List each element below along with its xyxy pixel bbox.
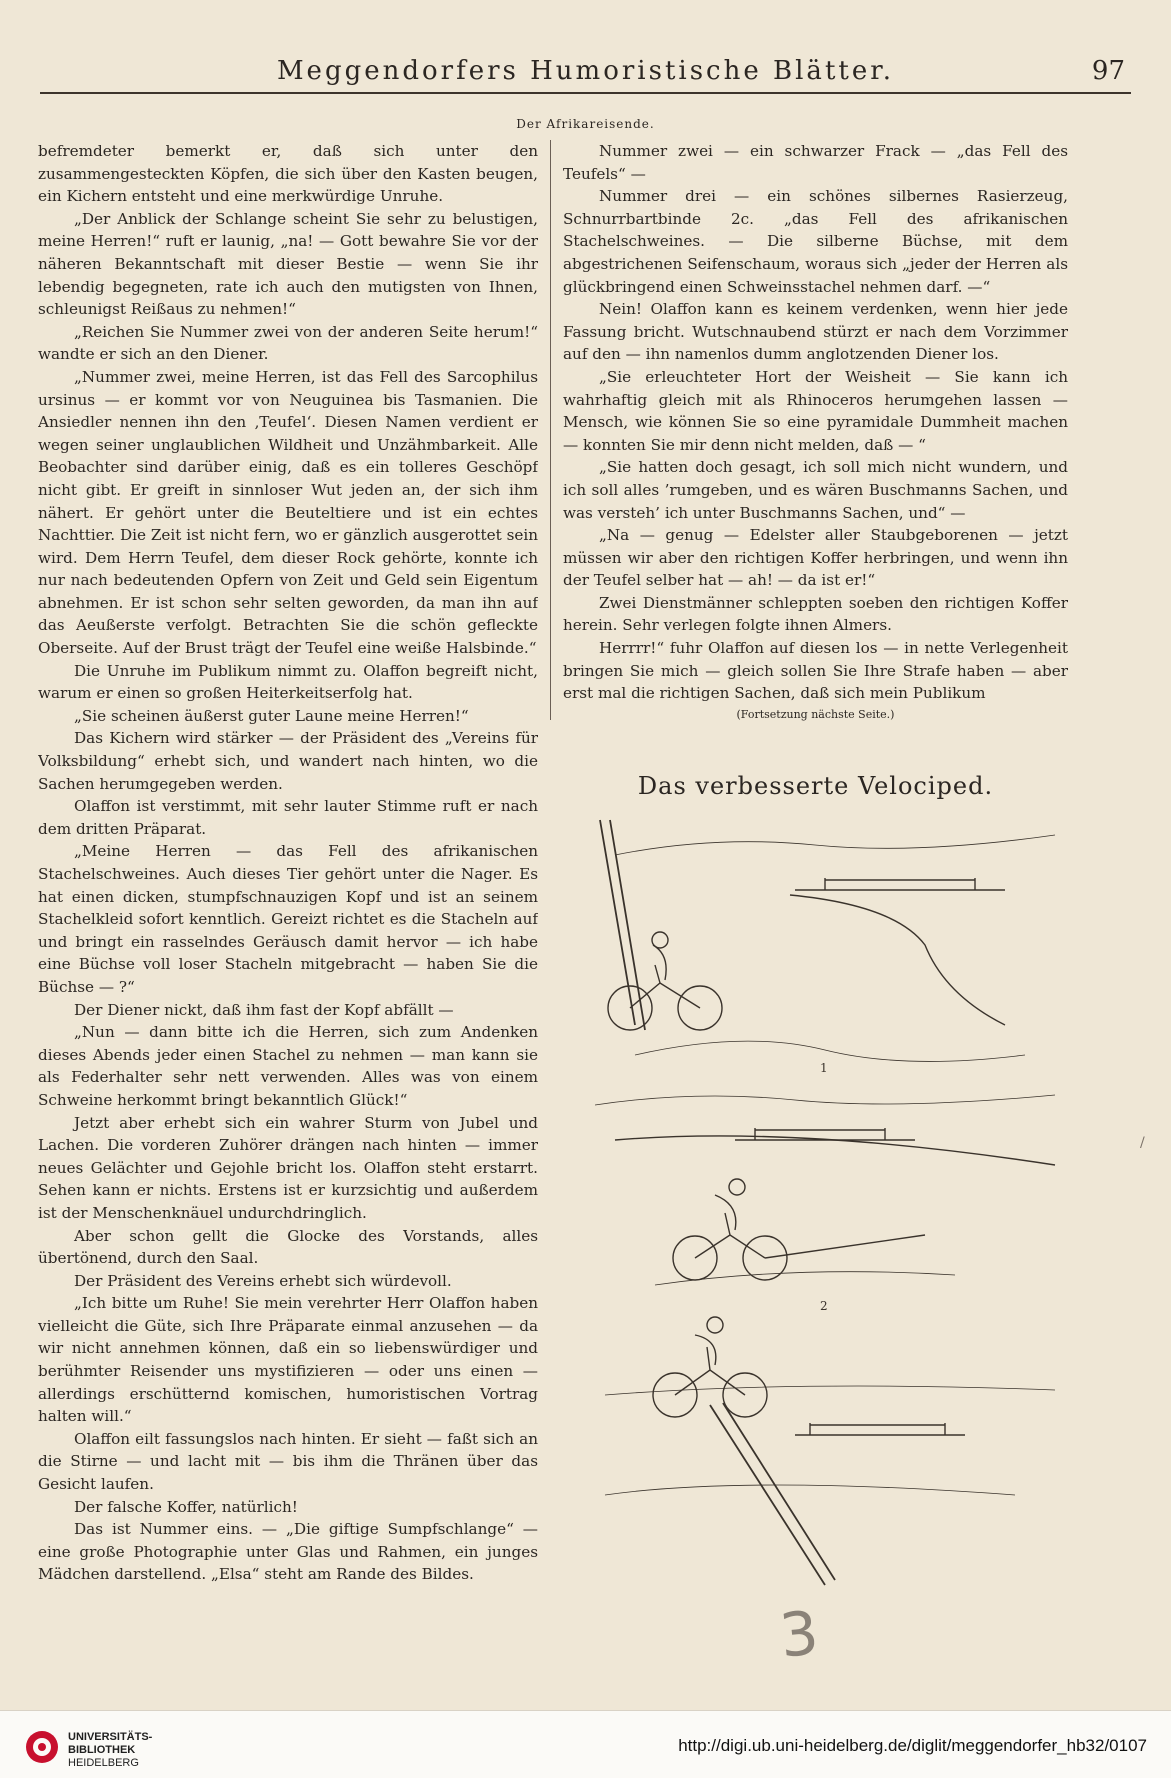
- paragraph: Aber schon gellt die Glocke des Vorstands, alles übertönend, durch den Saal.: [38, 1226, 538, 1268]
- library-name: UNIVERSITÄTS- BIBLIOTHEK HEIDELBERG: [68, 1731, 153, 1769]
- panel-1-drawing: [600, 820, 1055, 1061]
- paragraph: Das Kichern wird stärker — der Präsident des „Vereins für Volksbildung“ erhebt sich, und wandert nach hinten, wo die Sachen herumgegeben werden.: [38, 729, 538, 793]
- paragraph: „Nummer zwei, meine Herren, ist das Fell des Sarcophilus ursinus — er kommt vor von Neuguinea bis Tasmanien. Die Ansiedler nennen ihn den ‚Teufel‘. Diesen Namen verdient er wegen seiner unglaublichen Wildheit und Unzähmbarkeit. Alle Beobachter sind darüber einig, daß es ein tolleres Geschöpf nicht gibt. Er greift in sinnloser Wut jeden an, der sich ihm nähert. Er gehört unter die Beuteltiere und ist ein echtes Nachttier. Die Zeit ist nicht fern, wo er gänzlich ausgerottet sein wird. Dem Herrn Teufel, dem dieser Rock gehörte, konnte ich nur nach bedeutenden Opfern von Zeit und Geld sein Eigentum abnehmen. Er ist schon sehr selten geworden, da man ihn auf das Aeußerste verfolgt. Betrachten Sie die schön gefleckte Oberseite. Auf der Brust trägt der Teufel eine weiße Halsbinde.“: [38, 367, 538, 658]
- column-divider: [550, 140, 551, 720]
- paragraph: Das ist Nummer eins. — „Die giftige Sumpfschlange“ — eine große Photographie unter Glas und Rahmen, ein junges Mädchen darstellend. „Elsa“ steht am Rande des Bildes.: [38, 1520, 538, 1584]
- paragraph: „Sie erleuchteter Hort der Weisheit — Sie kann ich wahrhaftig gleich mit als Rhinoceros herumgehen lassen — Mensch, wie können Sie so eine pyramidale Dummheit machen — konnten Sie mir denn nicht melden, daß — “: [563, 367, 1068, 454]
- paragraph: Der Diener nickt, daß ihm fast der Kopf abfällt —: [74, 1000, 454, 1019]
- source-url-link[interactable]: http://digi.ub.uni-heidelberg.de/diglit/meggendorfer_hb32/0107: [678, 1736, 1147, 1755]
- paragraph: Der falsche Koffer, natürlich!: [74, 1497, 298, 1516]
- footer-bar: [0, 1710, 1171, 1778]
- panel-3-drawing: [605, 1317, 1055, 1585]
- paragraph: Olaffon ist verstimmt, mit sehr lauter Stimme ruft er nach dem dritten Präparat.: [38, 797, 538, 838]
- left-column: [38, 140, 538, 1635]
- paragraph: Nummer zwei — ein schwarzer Frack — „das Fell des Teufels“ —: [563, 142, 1068, 183]
- paragraph: „Sie scheinen äußerst guter Laune meine Herren!“: [74, 706, 469, 725]
- paragraph: Der Präsident des Vereins erhebt sich würdevoll.: [74, 1271, 452, 1290]
- paragraph: Nein! Olaffon kann es keinem verdenken, wenn hier jede Fassung bricht. Wutschnaubend stürzt er nach dem Vorzimmer auf den — ihn namenlos dumm anglotzenden Diener los.: [563, 300, 1068, 364]
- paragraph: Herrrr!“ fuhr Olaffon auf diesen los — in nette Verlegenheit bringen Sie mich — gleich sollen Sie Ihre Strafe haben — aber erst mal die richtigen Sachen, daß sich mein Publikum: [563, 639, 1068, 703]
- paragraph: Zwei Dienstmänner schleppten soeben den richtigen Koffer herein. Sehr verlegen folgte ihnen Almers.: [563, 593, 1068, 635]
- paragraph: „Ich bitte um Ruhe! Sie mein verehrter Herr Olaffon haben vielleicht die Güte, sich Ihre Präparate einmal anzusehen — da wir nicht annehmen können, daß ein so liebenswürdiger und berühmter Reisender uns mystifizieren — oder uns einen — allerdings erschütternd komischen, humoristischen Vortrag halten will.“: [38, 1294, 538, 1426]
- panel-1-label: 1: [820, 1061, 828, 1075]
- paragraph: „Sie hatten doch gesagt, ich soll mich nicht wundern, und ich soll alles ’rumgeben, und es wären Buschmanns Sachen, und was versteh’ ich unter Buschmanns Sachen, und“ —: [563, 458, 1068, 522]
- illustration-drawing: [595, 795, 1065, 1625]
- illustration-title: Das verbesserte Velociped.: [637, 772, 994, 800]
- paragraph: „Der Anblick der Schlange scheint Sie sehr zu belustigen, meine Herren!“ ruft er launig, „na! — Gott bewahre Sie vor der näheren Bekanntschaft mit dieser Bestie — wenn Sie ihr lebendig begegneten, rate ich auch den mutigsten von Ihnen, schleunigst Reißaus zu nehmen!“: [38, 209, 538, 319]
- right-column: [563, 140, 1068, 730]
- continuation-note: (Fortsetzung nächste Seite.): [736, 707, 895, 721]
- university-logo-icon: [24, 1729, 60, 1765]
- paragraph: Olaffon eilt fassungslos nach hinten. Er sieht — faßt sich an die Stirne — und lacht mit — bis ihm die Thränen über das Gesicht laufen.: [38, 1429, 538, 1494]
- paragraph: Nummer drei — ein schönes silbernes Rasierzeug, Schnurrbartbinde 2c. „das Fell des afrikanischen Stachelschweines. — Die silberne Büchse, mit dem abgestrichenen Seifenschaum, woraus sich „jeder der Herren als glückbringend einen Schweinsstachel nehmen darf. —“: [563, 187, 1068, 296]
- magazine-title: Meggendorfers Humoristische Blätter.: [276, 56, 895, 86]
- panel-2-drawing: [595, 1095, 1055, 1285]
- paragraph: „Meine Herren — das Fell des afrikanischen Stachelschweines. Auch dieses Tier gehört unter die Nager. Es hat einen dicken, stumpfschnauzigen Kopf und ist an seinem Stachelkleid sofort kenntlich. Gereizt richtet es die Stacheln auf und bringt ein rasselndes Geräusch damit hervor — ich habe eine Büchse voll loser Stacheln mitgebracht — haben Sie die Büchse — ?“: [38, 842, 538, 996]
- page-header: [40, 48, 1131, 94]
- panel-2-label: 2: [820, 1299, 828, 1313]
- page-number: 97: [1091, 56, 1125, 86]
- paragraph: „Reichen Sie Nummer zwei von der anderen Seite herum!“ wandte er sich an den Diener.: [38, 322, 538, 364]
- paragraph: „Na — genug — Edelster aller Staubgeborenen — jetzt müssen wir aber den richtigen Koffer herbringen, und wenn ihn der Teufel selber hat — ah! — da ist er!“: [563, 526, 1068, 590]
- section-title: Der Afrikareisende.: [516, 117, 655, 131]
- velociped-illustration: [595, 795, 1065, 1625]
- paragraph: befremdeter bemerkt er, daß sich unter den zusammengesteckten Köpfen, die sich über den Kasten beugen, ein Kichern entsteht und eine merkwürdige Unruhe.: [38, 142, 538, 206]
- paragraph: „Nun — dann bitte ich die Herren, sich zum Andenken dieses Abends jeder einen Stachel zu nehmen — man kann sie als Federhalter sehr nett verwenden. Alles was von einem Schweine herkommt bringt bekanntlich Glück!“: [38, 1023, 538, 1109]
- handwritten-mark: 3: [776, 1598, 822, 1672]
- paragraph: Jetzt aber erhebt sich ein wahrer Sturm von Jubel und Lachen. Die vorderen Zuhörer drängen nach hinten — immer neues Gelächter und Gejohle bricht los. Olaffon steht erstarrt. Sehen kann er nichts. Erstens ist er kurzsichtig und außerdem ist der Menschenknäuel undurchdringlich.: [38, 1113, 538, 1222]
- margin-mark: /: [1140, 1135, 1145, 1151]
- paragraph: Die Unruhe im Publikum nimmt zu. Olaffon begreift nicht, warum er einen so großen Heiterkeitserfolg hat.: [38, 661, 538, 703]
